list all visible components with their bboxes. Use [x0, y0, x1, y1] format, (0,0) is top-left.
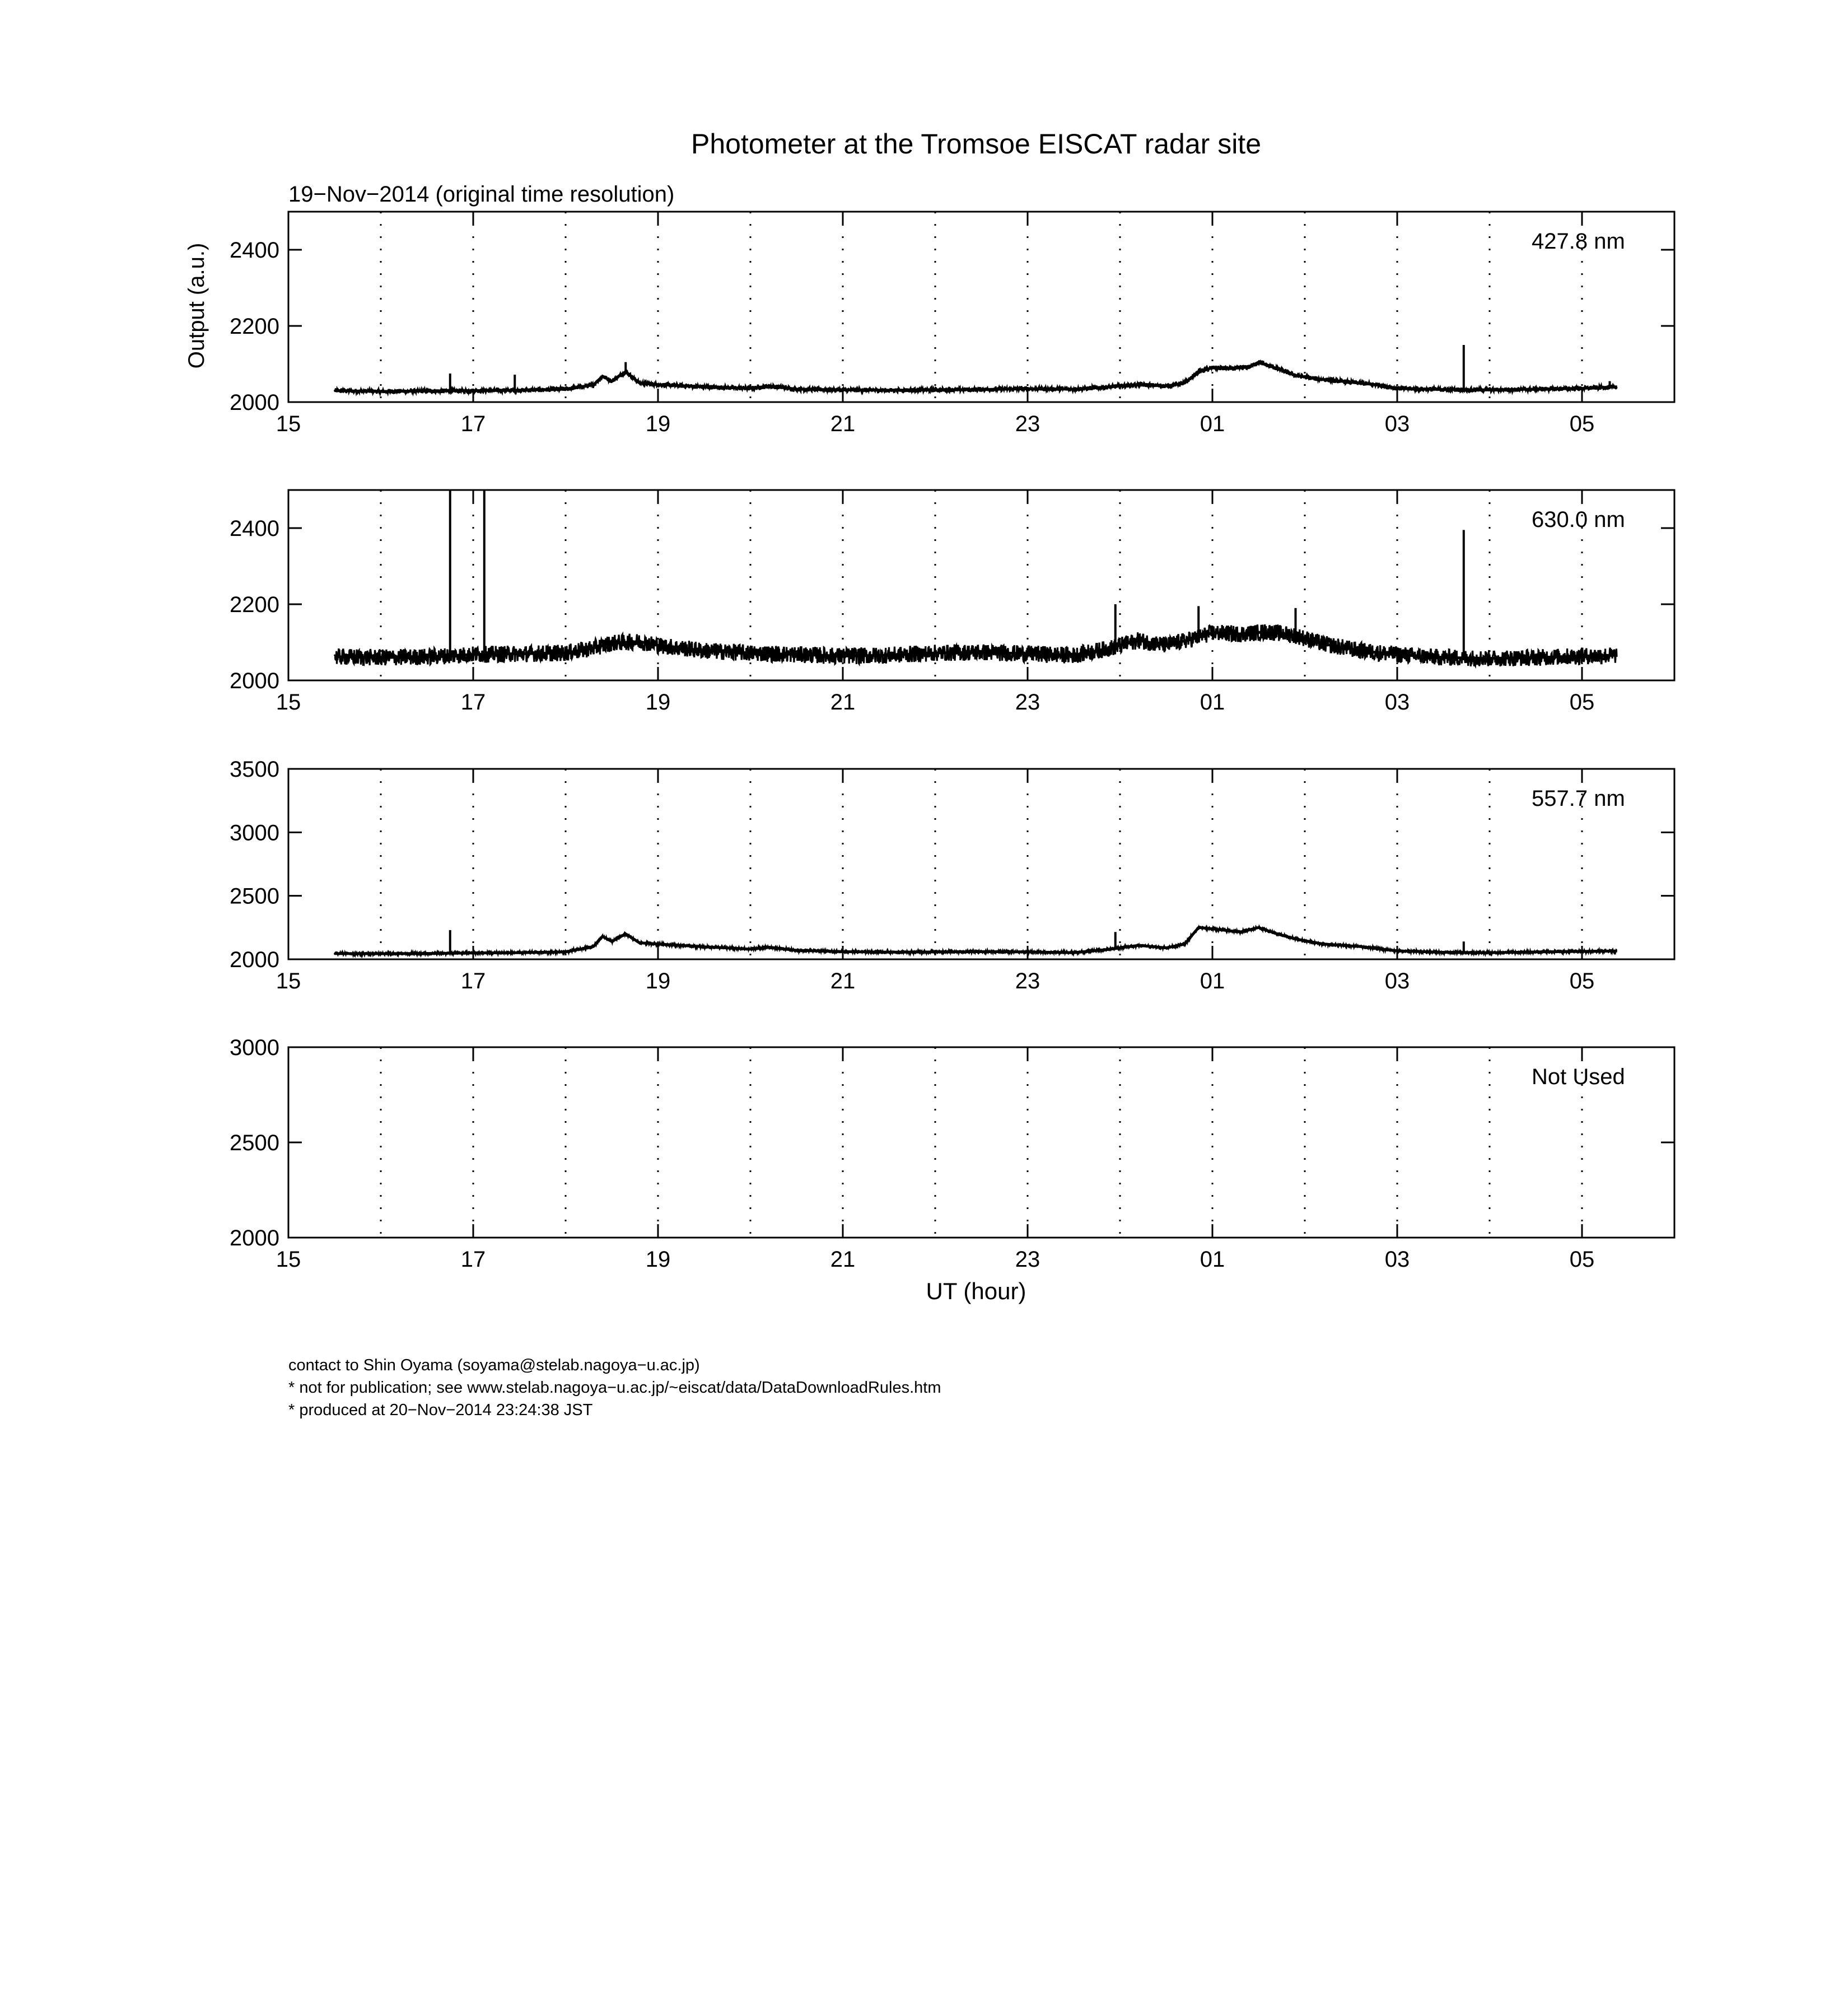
x-tick-label: 17 — [460, 690, 486, 715]
y-tick-label: 2000 — [230, 1226, 279, 1250]
y-tick-label: 2000 — [230, 390, 279, 415]
chart-subtitle: 19−Nov−2014 (original time resolution) — [288, 182, 675, 207]
x-tick-label: 15 — [276, 412, 301, 436]
y-tick-label: 2000 — [230, 948, 279, 972]
chart-title: Photometer at the Tromsoe EISCAT radar site — [690, 128, 1262, 160]
panels-group — [230, 212, 1674, 1272]
x-tick-label: 17 — [460, 1247, 486, 1272]
channel-label: 557.7 nm — [1532, 786, 1625, 811]
y-tick-label: 2400 — [230, 238, 279, 263]
x-tick-label: 15 — [276, 690, 301, 715]
panel-1 — [230, 212, 1674, 436]
x-tick-label: 05 — [1569, 1247, 1595, 1272]
series-line — [335, 624, 1617, 666]
x-tick-label: 03 — [1384, 690, 1410, 715]
x-tick-label: 03 — [1384, 1247, 1410, 1272]
y-tick-label: 2200 — [230, 314, 279, 339]
footer-produced: * produced at 20−Nov−2014 23:24:38 JST — [288, 1401, 593, 1419]
x-tick-label: 21 — [830, 412, 856, 436]
y-tick-label: 3000 — [230, 1035, 279, 1060]
x-tick-label: 03 — [1384, 412, 1410, 436]
channel-label: 427.8 nm — [1532, 229, 1625, 254]
x-tick-label: 19 — [645, 690, 671, 715]
x-tick-label: 03 — [1384, 969, 1410, 993]
panel-3 — [230, 757, 1674, 993]
x-tick-label: 01 — [1200, 969, 1225, 993]
y-tick-label: 2000 — [230, 669, 279, 693]
footer-contact: contact to Shin Oyama (soyama@stelab.nagoya−u.ac.jp) — [288, 1356, 700, 1374]
x-tick-label: 15 — [276, 1247, 301, 1272]
axes-frame — [288, 769, 1674, 959]
x-tick-label: 15 — [276, 969, 301, 993]
channel-label: 630.0 nm — [1532, 507, 1625, 532]
axes-frame — [288, 1047, 1674, 1238]
x-tick-label: 05 — [1569, 690, 1595, 715]
x-tick-label: 01 — [1200, 412, 1225, 436]
x-axis-label: UT (hour) — [926, 1278, 1026, 1304]
y-tick-label: 2400 — [230, 516, 279, 541]
x-tick-label: 23 — [1015, 690, 1040, 715]
x-tick-label: 21 — [830, 690, 856, 715]
x-tick-label: 05 — [1569, 969, 1595, 993]
x-tick-label: 23 — [1015, 1247, 1040, 1272]
x-tick-label: 23 — [1015, 412, 1040, 436]
x-tick-label: 21 — [830, 1247, 856, 1272]
x-tick-label: 19 — [645, 1247, 671, 1272]
series-core — [335, 362, 1617, 391]
y-tick-label: 3000 — [230, 820, 279, 846]
channel-label: Not Used — [1532, 1065, 1625, 1089]
axes-frame — [288, 212, 1674, 402]
footer-publication-note: * not for publication; see www.stelab.nagoya−u.ac.jp/~eiscat/data/DataDownloadRules.htm — [288, 1379, 941, 1397]
y-tick-label: 2500 — [230, 884, 279, 909]
panel-2 — [230, 490, 1674, 715]
x-tick-label: 01 — [1200, 690, 1225, 715]
panel-4 — [230, 1035, 1674, 1272]
y-tick-label: 3500 — [230, 757, 279, 782]
x-tick-label: 19 — [645, 412, 671, 436]
x-tick-label: 17 — [460, 412, 486, 436]
x-tick-label: 05 — [1569, 412, 1595, 436]
x-tick-label: 01 — [1200, 1247, 1225, 1272]
x-tick-label: 21 — [830, 969, 856, 993]
y-axis-label: Output (a.u.) — [184, 242, 209, 369]
x-tick-label: 19 — [645, 969, 671, 993]
y-tick-label: 2500 — [230, 1131, 279, 1155]
x-tick-label: 23 — [1015, 969, 1040, 993]
x-tick-label: 17 — [460, 969, 486, 993]
y-tick-label: 2200 — [230, 592, 279, 617]
